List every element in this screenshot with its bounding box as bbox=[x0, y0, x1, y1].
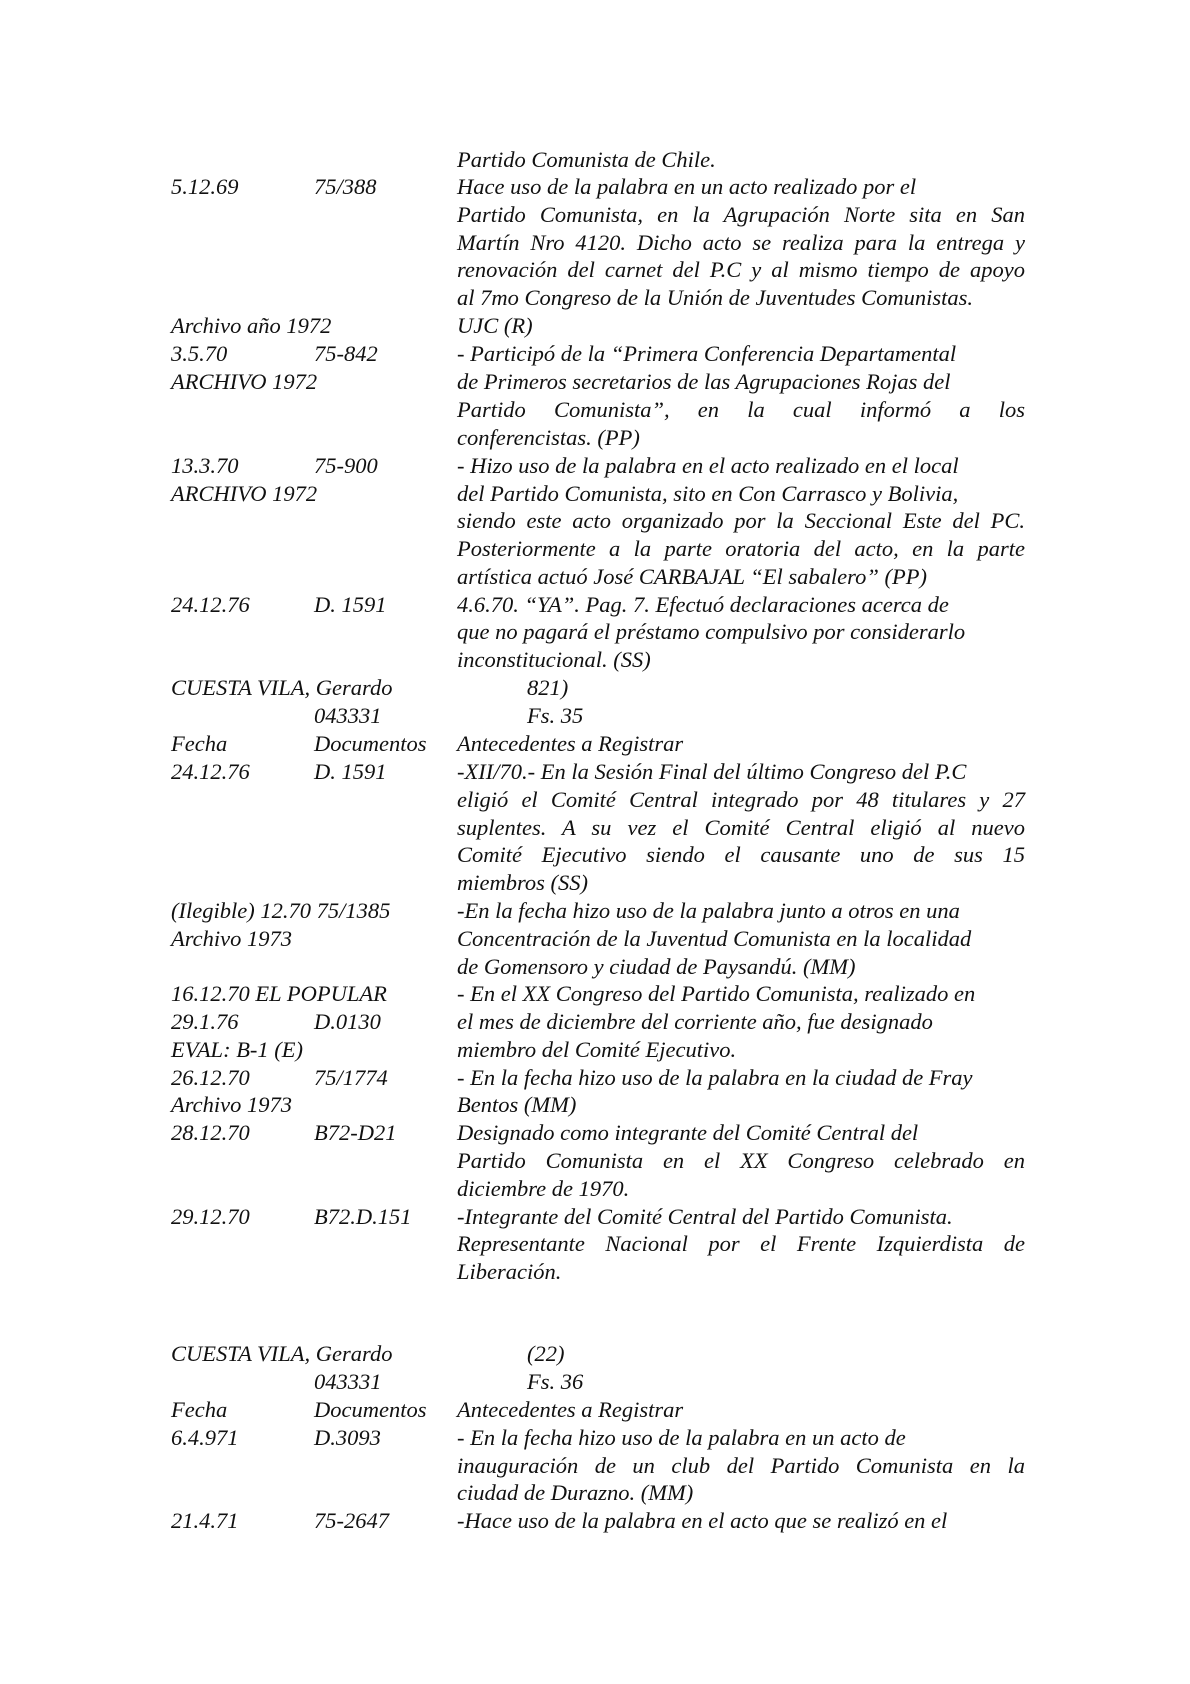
record-column-text: inconstitucional. (SS) bbox=[457, 647, 651, 672]
text-line bbox=[0, 173, 1190, 201]
document-column-text: D.0130 bbox=[314, 1009, 381, 1034]
date-column-text: CUESTA VILA, Gerardo bbox=[171, 675, 393, 700]
text-line bbox=[0, 1203, 1190, 1231]
document-column-text: 043331 bbox=[314, 1369, 382, 1394]
text-line bbox=[0, 284, 1190, 312]
record-column-text: Martín Nro 4120. Dicho acto se realiza para la entrega y bbox=[457, 230, 1025, 255]
record-column-text: suplentes. A su vez el Comité Central eligió al nuevo bbox=[457, 815, 1025, 840]
date-column-text: ARCHIVO 1972 bbox=[171, 369, 318, 394]
text-line bbox=[0, 1258, 1190, 1286]
date-column-text: EVAL: B-1 (E) bbox=[171, 1037, 304, 1062]
document-column-text: D.3093 bbox=[314, 1425, 381, 1450]
record-column-text: Representante Nacional por el Frente Izquierdista de bbox=[457, 1231, 1025, 1256]
document-column-text: B72.D.151 bbox=[314, 1204, 412, 1229]
text-line bbox=[0, 1368, 1190, 1396]
text-line bbox=[0, 897, 1190, 925]
record-column-text: -Hace uso de la palabra en el acto que se realizó en el bbox=[457, 1508, 948, 1533]
text-line bbox=[0, 869, 1190, 897]
document-column-text: B72-D21 bbox=[314, 1120, 397, 1145]
text-line bbox=[0, 1091, 1190, 1119]
record-column-text: 4.6.70. “YA”. Pag. 7. Efectuó declaraciones acerca de bbox=[457, 592, 949, 617]
document-column-text: D. 1591 bbox=[314, 759, 387, 784]
text-line bbox=[0, 980, 1190, 1008]
text-line bbox=[0, 814, 1190, 842]
text-line bbox=[0, 1507, 1190, 1535]
record-column-text: Partido Comunista”, en la cual informó a los bbox=[457, 397, 1025, 422]
text-line bbox=[0, 702, 1190, 730]
record-column-text: artística actuó José CARBAJAL “El sabalero” (PP) bbox=[457, 564, 927, 589]
document-column-text: 75/1774 bbox=[314, 1065, 388, 1090]
folio-column-text: Fs. 35 bbox=[527, 703, 584, 728]
text-line bbox=[0, 563, 1190, 591]
text-line bbox=[0, 201, 1190, 229]
date-column-text: 16.12.70 EL POPULAR bbox=[171, 981, 387, 1006]
text-line bbox=[0, 1479, 1190, 1507]
folio-column-text: 821) bbox=[527, 675, 569, 700]
text-line bbox=[0, 507, 1190, 535]
document-column-text: 75-900 bbox=[314, 453, 378, 478]
text-line bbox=[0, 480, 1190, 508]
text-line bbox=[0, 1008, 1190, 1036]
record-column-text: -En la fecha hizo uso de la palabra junto a otros en una bbox=[457, 898, 960, 923]
record-column-text: siendo este acto organizado por la Seccional Este del PC. bbox=[457, 508, 1025, 533]
text-line bbox=[0, 618, 1190, 646]
date-column-text: 29.1.76 bbox=[171, 1009, 239, 1034]
record-column-text: Liberación. bbox=[457, 1259, 562, 1284]
date-column-text: ARCHIVO 1972 bbox=[171, 481, 318, 506]
record-column-text: el mes de diciembre del corriente año, fue designado bbox=[457, 1009, 933, 1034]
date-column-text: 3.5.70 bbox=[171, 341, 228, 366]
date-column-text: 5.12.69 bbox=[171, 174, 239, 199]
record-column-text: Antecedentes a Registrar bbox=[457, 731, 684, 756]
document-column-text: 75-2647 bbox=[314, 1508, 389, 1533]
record-column-text: - Participó de la “Primera Conferencia Departamental bbox=[457, 341, 957, 366]
record-column-text: conferencistas. (PP) bbox=[457, 425, 640, 450]
record-column-text: Partido Comunista, en la Agrupación Norte sita en San bbox=[457, 202, 1025, 227]
text-line bbox=[0, 730, 1190, 758]
text-line bbox=[0, 1036, 1190, 1064]
text-line bbox=[0, 953, 1190, 981]
record-column-text: de Gomensoro y ciudad de Paysandú. (MM) bbox=[457, 954, 856, 979]
date-column-text: 28.12.70 bbox=[171, 1120, 250, 1145]
text-line bbox=[0, 591, 1190, 619]
record-column-text: miembros (SS) bbox=[457, 870, 589, 895]
record-column-text: miembro del Comité Ejecutivo. bbox=[457, 1037, 737, 1062]
date-column-text: Archivo año 1972 bbox=[171, 313, 332, 338]
record-column-text: -XII/70.- En la Sesión Final del último Congreso del P.C bbox=[457, 759, 967, 784]
text-line bbox=[0, 452, 1190, 480]
record-column-text: -Integrante del Comité Central del Partido Comunista. bbox=[457, 1204, 953, 1229]
text-line bbox=[0, 1340, 1190, 1368]
record-column-text: - En la fecha hizo uso de la palabra en un acto de bbox=[457, 1425, 906, 1450]
text-line bbox=[0, 146, 1190, 174]
text-line bbox=[0, 368, 1190, 396]
record-column-text: inauguración de un club del Partido Comunista en la bbox=[457, 1453, 1025, 1478]
text-line bbox=[0, 535, 1190, 563]
date-column-text: 24.12.76 bbox=[171, 592, 250, 617]
record-column-text: Bentos (MM) bbox=[457, 1092, 577, 1117]
record-column-text: Designado como integrante del Comité Central del bbox=[457, 1120, 919, 1145]
text-line bbox=[0, 396, 1190, 424]
text-line bbox=[0, 1452, 1190, 1480]
record-column-text: Hace uso de la palabra en un acto realizado por el bbox=[457, 174, 917, 199]
text-line bbox=[0, 1175, 1190, 1203]
text-line bbox=[0, 1230, 1190, 1258]
text-line bbox=[0, 424, 1190, 452]
text-line bbox=[0, 256, 1190, 284]
text-line bbox=[0, 1396, 1190, 1424]
document-column-text: D. 1591 bbox=[314, 592, 387, 617]
record-column-text: Partido Comunista en el XX Congreso celebrado en bbox=[457, 1148, 1025, 1173]
date-column-text: 24.12.76 bbox=[171, 759, 250, 784]
text-line bbox=[0, 229, 1190, 257]
record-column-text: renovación del carnet del P.C y al mismo tiempo de apoyo bbox=[457, 257, 1025, 282]
text-line bbox=[0, 925, 1190, 953]
text-line bbox=[0, 646, 1190, 674]
text-line bbox=[0, 1424, 1190, 1452]
text-line bbox=[0, 1064, 1190, 1092]
folio-column-text: Fs. 36 bbox=[527, 1369, 584, 1394]
document-column-text: 75/388 bbox=[314, 174, 377, 199]
date-column-text: 21.4.71 bbox=[171, 1508, 239, 1533]
record-column-text: del Partido Comunista, sito en Con Carrasco y Bolivia, bbox=[457, 481, 959, 506]
record-column-text: ciudad de Durazno. (MM) bbox=[457, 1480, 694, 1505]
text-line bbox=[0, 786, 1190, 814]
text-line bbox=[0, 758, 1190, 786]
document-column-text: Documentos bbox=[314, 1397, 427, 1422]
text-line bbox=[0, 340, 1190, 368]
document-column-text: Documentos bbox=[314, 731, 427, 756]
record-column-text: diciembre de 1970. bbox=[457, 1176, 630, 1201]
date-column-text: 13.3.70 bbox=[171, 453, 239, 478]
date-column-text: 26.12.70 bbox=[171, 1065, 250, 1090]
record-column-text: - En el XX Congreso del Partido Comunista, realizado en bbox=[457, 981, 976, 1006]
text-line bbox=[0, 841, 1190, 869]
document-column-text: 75-842 bbox=[314, 341, 378, 366]
record-column-text: Antecedentes a Registrar bbox=[457, 1397, 684, 1422]
record-column-text: de Primeros secretarios de las Agrupaciones Rojas del bbox=[457, 369, 951, 394]
date-column-text: Fecha bbox=[171, 1397, 228, 1422]
date-column-text: 6.4.971 bbox=[171, 1425, 239, 1450]
record-column-text: Partido Comunista de Chile. bbox=[457, 147, 716, 172]
record-column-text: - Hizo uso de la palabra en el acto realizado en el local bbox=[457, 453, 959, 478]
record-column-text: al 7mo Congreso de la Unión de Juventudes Comunistas. bbox=[457, 285, 973, 310]
record-column-text: que no pagará el préstamo compulsivo por considerarlo bbox=[457, 619, 966, 644]
record-column-text: eligió el Comité Central integrado por 48 titulares y 27 bbox=[457, 787, 1025, 812]
text-line bbox=[0, 1147, 1190, 1175]
text-line bbox=[0, 312, 1190, 340]
date-column-text: Archivo 1973 bbox=[171, 1092, 293, 1117]
record-column-text: Concentración de la Juventud Comunista en la localidad bbox=[457, 926, 972, 951]
date-column-text: Fecha bbox=[171, 731, 228, 756]
text-line bbox=[0, 1119, 1190, 1147]
date-column-text: 29.12.70 bbox=[171, 1204, 250, 1229]
date-column-text: (Ilegible) 12.70 75/1385 bbox=[171, 898, 391, 923]
text-line bbox=[0, 674, 1190, 702]
record-column-text: UJC (R) bbox=[457, 313, 533, 338]
document-column-text: 043331 bbox=[314, 703, 382, 728]
date-column-text: CUESTA VILA, Gerardo bbox=[171, 1341, 393, 1366]
record-column-text: Comité Ejecutivo siendo el causante uno de sus 15 bbox=[457, 842, 1025, 867]
folio-column-text: (22) bbox=[527, 1341, 565, 1366]
record-column-text: - En la fecha hizo uso de la palabra en la ciudad de Fray bbox=[457, 1065, 973, 1090]
record-column-text: Posteriormente a la parte oratoria del acto, en la parte bbox=[457, 536, 1025, 561]
date-column-text: Archivo 1973 bbox=[171, 926, 293, 951]
